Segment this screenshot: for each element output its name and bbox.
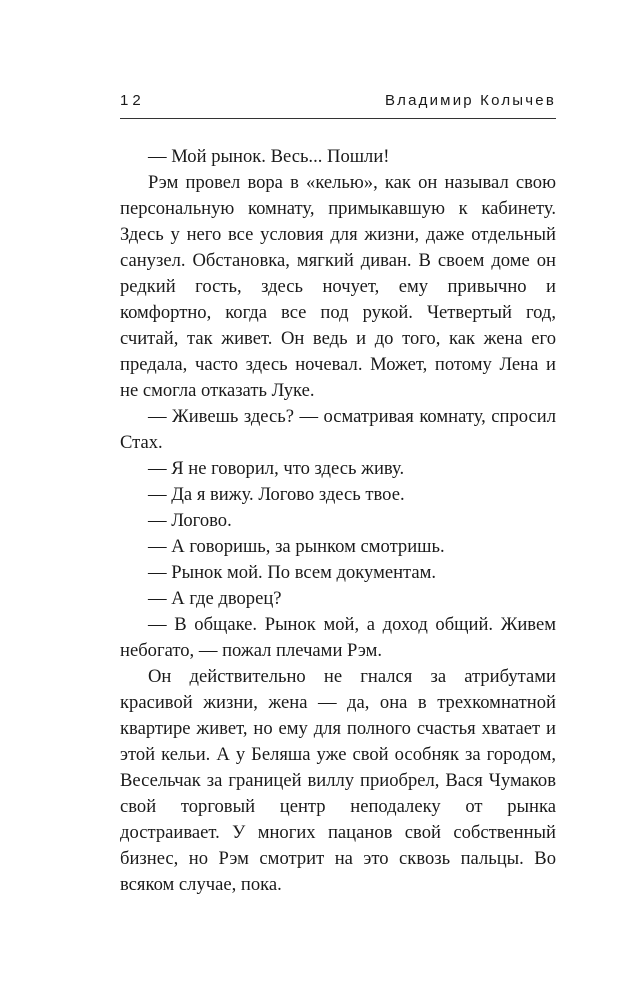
paragraph: Он действительно не гнался за атрибутами красивой жизни, жена — да, она в трехкомнатной квартире живет, но ему для полного счастья хватает и этой кельи. А у Беляша уже свой особняк за городом, Весельчак за границей виллу приобрел, Вася Чумаков свой торговый центр неподалеку от рынка достраивает. У многих пацанов свой собственный бизнес, но Рэм смотрит на это сквозь пальцы. Во всяком случае, пока. — [120, 666, 556, 895]
page-header — [120, 92, 556, 114]
paragraph: — Рынок мой. По всем документам. — [148, 562, 437, 583]
paragraph: — Я не говорил, что здесь живу. — [148, 458, 405, 479]
header-rule — [120, 118, 556, 119]
body-text — [120, 144, 556, 898]
paragraph: — В общаке. Рынок мой, а доход общий. Живем небогато, — пожал плечами Рэм. — [120, 614, 556, 661]
paragraph: — Мой рынок. Весь... Пошли! — [148, 146, 390, 167]
paragraph: Рэм провел вора в «келью», как он называл свою персональную комнату, примыкавшую к кабинету. Здесь у него все условия для жизни, даже отдельный санузел. Обстановка, мягкий диван. В своем доме он редкий гость, здесь ночует, ему привычно и комфортно, когда все под рукой. Четвертый год, считай, так живет. Он ведь и до того, как жена его предала, часто здесь ночевал. Может, потому Лена и не смогла отказать Луке. — [120, 172, 556, 401]
page-number: 12 — [120, 92, 145, 109]
paragraph: — А говоришь, за рынком смотришь. — [148, 536, 445, 557]
running-head-author: Владимир Колычев — [384, 92, 556, 109]
paragraph: — А где дворец? — [148, 588, 282, 609]
paragraph: — Живешь здесь? — осматривая комнату, спросил Стах. — [120, 406, 556, 453]
paragraph: — Да я вижу. Логово здесь твое. — [148, 484, 405, 505]
paragraph: — Логово. — [148, 510, 232, 531]
